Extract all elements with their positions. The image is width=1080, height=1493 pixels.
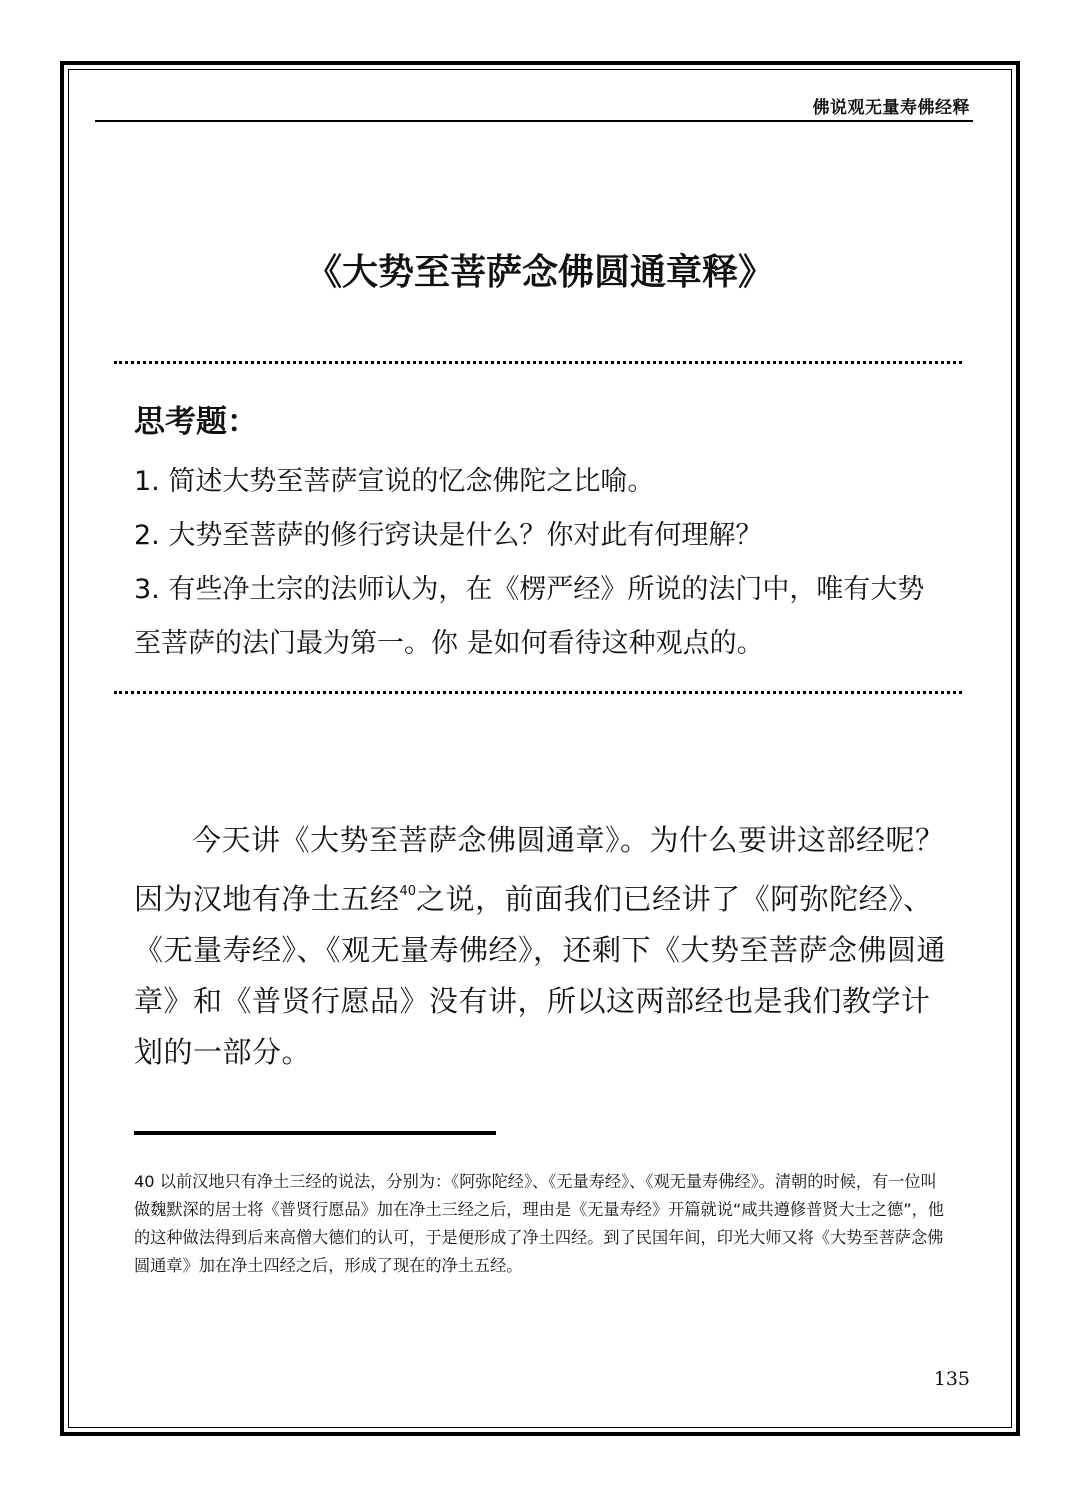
body-text-part-1: 今天讲《大势至菩萨念佛圆通章》。为什么要讲这部经呢？因为汉地有净土五经 — [134, 823, 945, 916]
body-paragraph — [134, 815, 946, 1078]
header-rule — [95, 120, 973, 122]
questions-top-divider — [114, 361, 962, 364]
chapter-title: 《大势至菩萨念佛圆通章释》 — [305, 252, 774, 293]
questions-list — [134, 455, 946, 671]
question-item-2: 2. 大势至菩萨的修行窍诀是什么？你对此有何理解？ — [134, 520, 763, 551]
page-number: 135 — [933, 1368, 970, 1390]
questions-bottom-divider — [114, 691, 962, 694]
footnote-separator — [134, 1131, 496, 1135]
running-header: 佛说观无量寿佛经释 — [812, 98, 970, 118]
body-text-part-2: 之说，前面我们已经讲了《阿弥陀经》、《无量寿经》、《观无量寿佛经》，还剩下《大势至菩萨念佛圆通章》和《普贤行愿品》没有讲，所以这两部经也是我们教学计划的一部分。 — [134, 882, 947, 1069]
footnote-number: 40 — [134, 1172, 155, 1191]
footnote — [134, 1168, 946, 1280]
footnote-reference[interactable]: 40 — [399, 884, 417, 899]
question-item-3: 3. 有些净土宗的法师认为，在《楞严经》所说的法门中，唯有大势至菩萨的法门最为第一。你 是如何看待这种观点的。 — [134, 574, 925, 659]
questions-heading: 思考题： — [134, 404, 258, 440]
question-item-1: 1. 简述大势至菩萨宣说的忆念佛陀之比喻。 — [134, 466, 655, 497]
footnote-text: 以前汉地只有净土三经的说法，分别为：《阿弥陀经》、《无量寿经》、《观无量寿佛经》。清朝的时候，有一位叫做魏默深的居士将《普贤行愿品》加在净土三经之后，理由是《无量寿经》开篇就说“咸共遵修普贤大士之德”，他的这种做法得到后来高僧大德们的认可，于是便形成了净土四经。到了民国年间，印光大师又将《大势至菩萨念佛圆通章》加在净土四经之后，形成了现在的净土五经。 — [134, 1172, 944, 1275]
